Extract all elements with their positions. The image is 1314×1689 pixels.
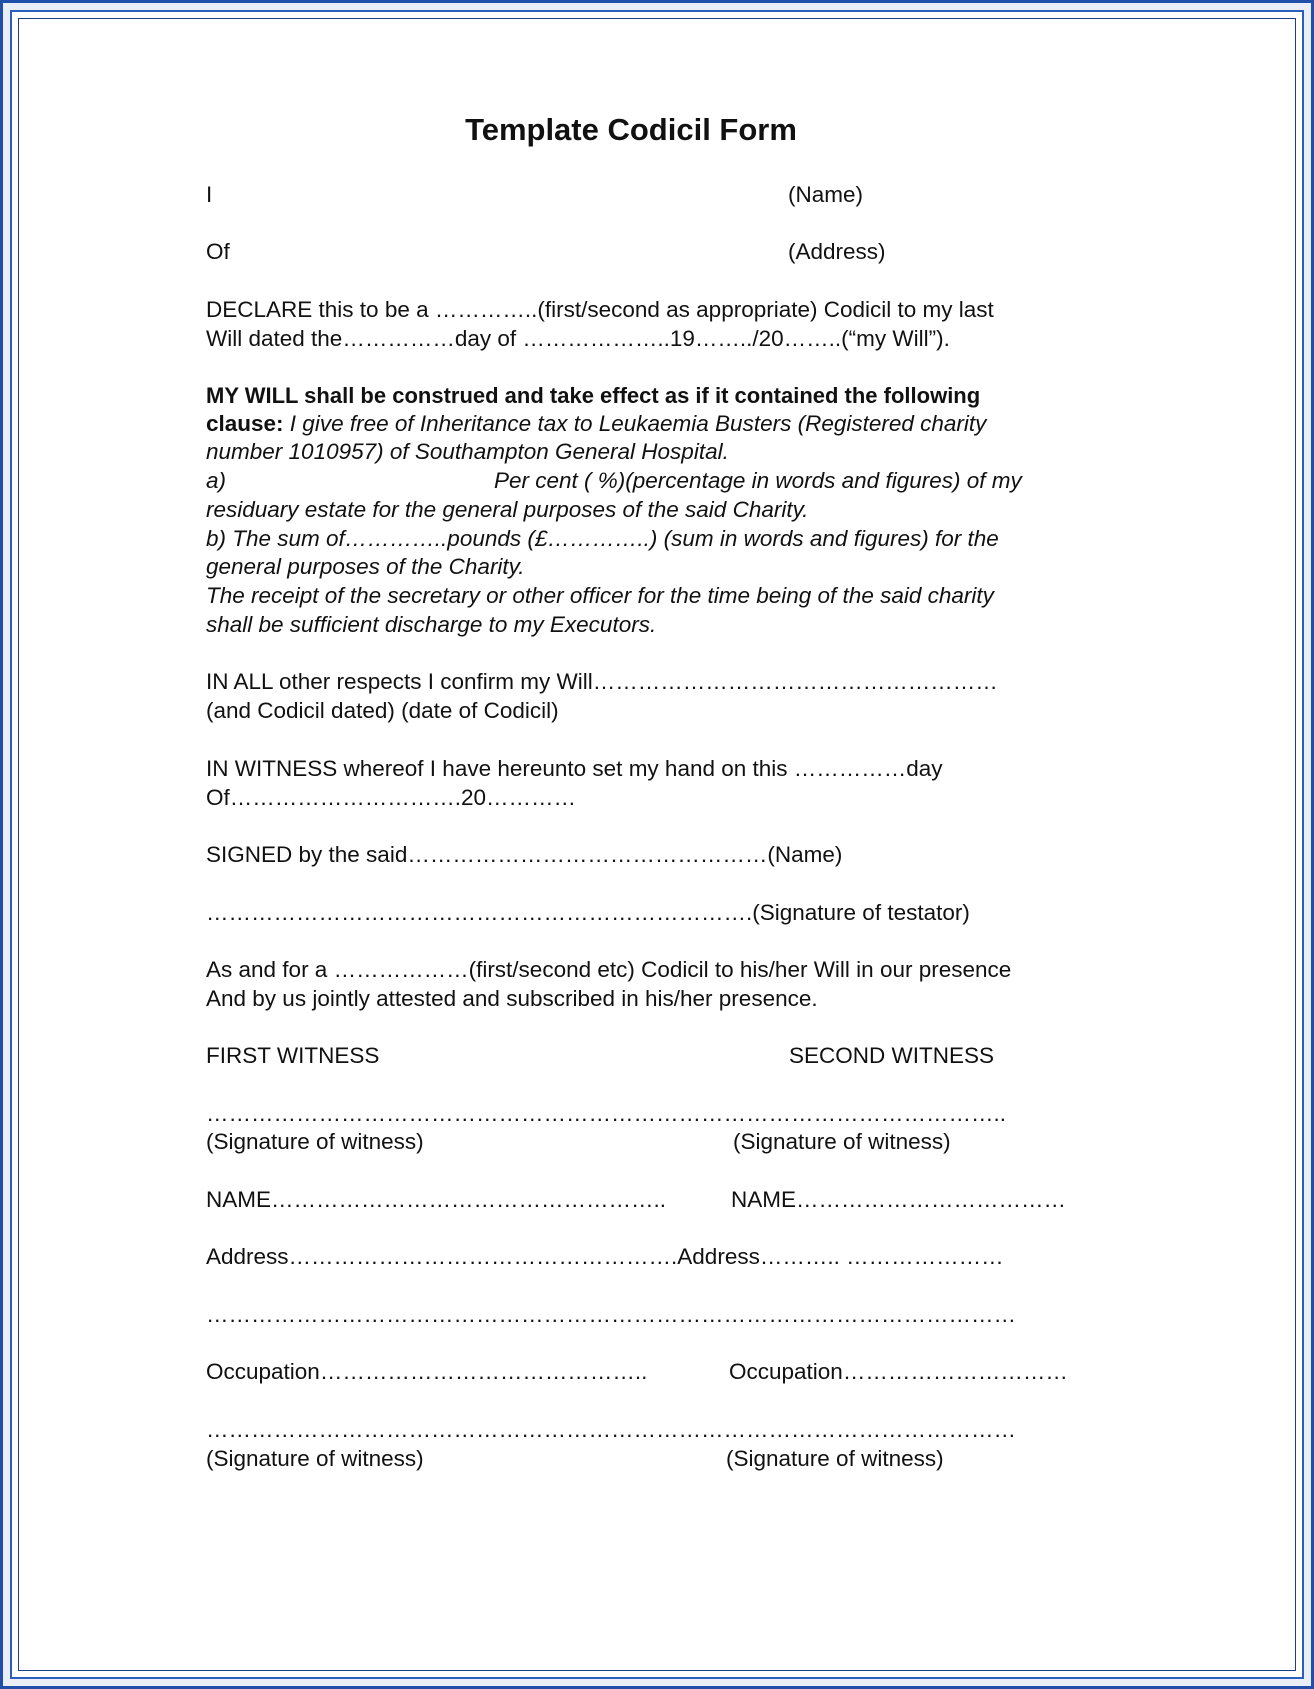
final-first-signature-label: (Signature of witness) bbox=[206, 1446, 424, 1471]
second-witness-occupation: Occupation………………………… bbox=[729, 1359, 1068, 1384]
confirm-line-2: (and Codicil dated) (date of Codicil) bbox=[206, 698, 559, 723]
first-witness-name: NAME…………………………………………….. bbox=[206, 1187, 667, 1212]
will-clause-bold-line: MY WILL shall be construed and take effect as if it contained the following bbox=[206, 383, 981, 408]
document-title: Template Codicil Form bbox=[465, 112, 797, 147]
will-clause-line-8: The receipt of the secretary or other officer for the time being of the said charity bbox=[206, 583, 994, 608]
will-clause-line-6: b) The sum of…………..pounds (£…………..) (sum in words and figures) for the bbox=[206, 526, 999, 551]
first-witness-heading: FIRST WITNESS bbox=[206, 1043, 380, 1068]
clause-gift-text: I give free of Inheritance tax to Leukaemia Busters (Registered charity bbox=[283, 411, 987, 436]
signed-signature-line: ……………………………………………………………….(Signature of testator) bbox=[206, 900, 970, 925]
declare-line-2: Will dated the……………day of ………………..19……../20……..(“my Will”). bbox=[206, 326, 950, 351]
second-witness-heading: SECOND WITNESS bbox=[789, 1043, 995, 1068]
will-clause-line-5: residuary estate for the general purposes of the said Charity. bbox=[206, 497, 809, 522]
witness-address-dots: ……………………………………………………………………………………………… bbox=[206, 1302, 1016, 1327]
witness-signature-dots: …………………………………………………………………………………………….. bbox=[206, 1101, 1007, 1126]
attest-line-1: As and for a ………………(first/second etc) Codicil to his/her Will in our presence bbox=[206, 957, 1012, 982]
clause-label: clause: bbox=[206, 411, 284, 436]
declare-line-1: DECLARE this to be a …………..(first/second as appropriate) Codicil to my last bbox=[206, 297, 994, 322]
attest-line-2: And by us jointly attested and subscribed in his/her presence. bbox=[206, 986, 818, 1011]
final-signature-dots: ……………………………………………………………………………………………… bbox=[206, 1417, 1016, 1442]
first-witness-occupation: Occupation…………………………………….. bbox=[206, 1359, 648, 1384]
witness-hand-line-2: Of………………………….20………… bbox=[206, 785, 577, 810]
will-clause-line-4b: Per cent ( %)(percentage in words and figures) of my bbox=[494, 468, 1022, 493]
first-witness-signature-label: (Signature of witness) bbox=[206, 1129, 424, 1154]
will-clause-line-7: general purposes of the Charity. bbox=[206, 554, 525, 579]
will-clause-line-3: number 1010957) of Southampton General Hospital. bbox=[206, 439, 729, 464]
second-witness-signature-label: (Signature of witness) bbox=[733, 1129, 951, 1154]
final-second-signature-label: (Signature of witness) bbox=[726, 1446, 944, 1471]
confirm-line-1: IN ALL other respects I confirm my Will……………………………………………… bbox=[206, 669, 998, 694]
intro-name-label: (Name) bbox=[788, 182, 864, 207]
will-clause-line-9: shall be sufficient discharge to my Executors. bbox=[206, 612, 657, 637]
witness-hand-line-1: IN WITNESS whereof I have hereunto set my hand on this ……………day bbox=[206, 756, 943, 781]
will-clause-line-4a: a) bbox=[206, 468, 227, 493]
will-clause-line-2 bbox=[206, 410, 986, 439]
witness-address-line: Address…………………………………………….Address……….. ………………… bbox=[206, 1244, 1004, 1269]
signed-name-line: SIGNED by the said…………………………………………(Name) bbox=[206, 842, 843, 867]
intro-address-label: (Address) bbox=[788, 239, 886, 264]
second-witness-name: NAME……………………………… bbox=[731, 1187, 1067, 1212]
intro-of-label: Of bbox=[206, 239, 230, 264]
intro-i-label: I bbox=[206, 182, 213, 207]
